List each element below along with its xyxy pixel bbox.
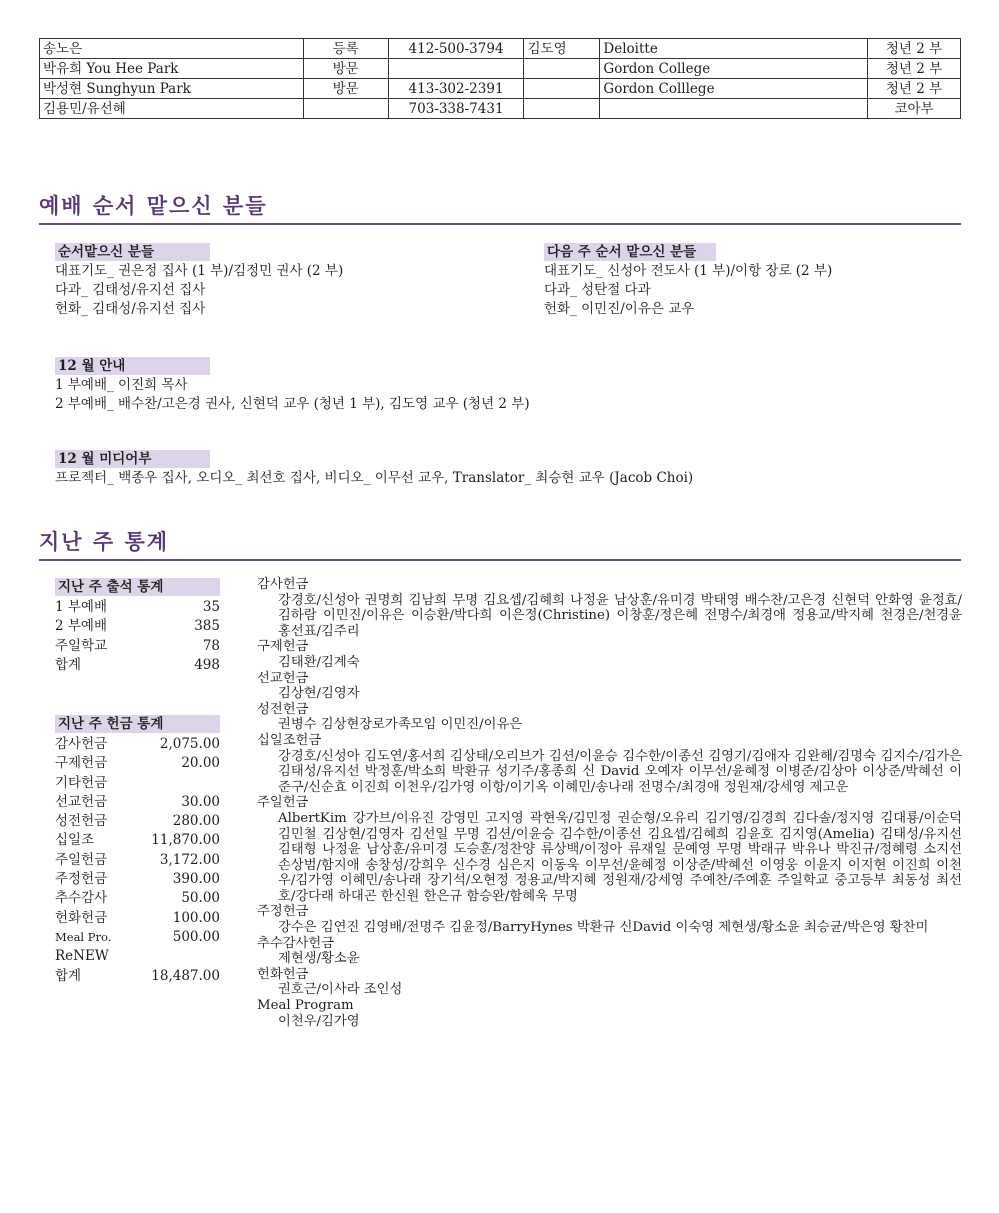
stat-row bbox=[55, 831, 220, 850]
worship-section-title: 예배 순서 맡으신 분들 bbox=[39, 193, 961, 225]
stat-row bbox=[55, 909, 220, 928]
next-week-flowers: 헌화_ 이민진/이유은 교우 bbox=[544, 301, 695, 317]
stat-value: 500.00 bbox=[172, 928, 220, 945]
stat-value: 498 bbox=[194, 656, 220, 673]
this-week-refreshments: 다과_ 김태성/유지선 집사 bbox=[55, 282, 206, 298]
visitor-phone-cell bbox=[388, 59, 524, 79]
visitor-group-cell: 청년 2 부 bbox=[868, 59, 961, 79]
offering-stats-heading: 지난 주 헌금 통계 bbox=[55, 715, 220, 733]
visitor-phone-cell: 413-302-2391 bbox=[388, 79, 524, 99]
stat-label: 주정헌금 bbox=[55, 871, 108, 888]
visitor-group-cell: 청년 2 부 bbox=[868, 39, 961, 59]
stat-row bbox=[55, 947, 220, 966]
stat-value: 20.00 bbox=[181, 755, 220, 772]
stat-row bbox=[55, 735, 220, 754]
offering-donor-names: 강수은 김연진 김영배/전명주 김윤정/BarryHynes 박환규 신David 이숙영 제현생/황소윤 최승균/박은영 황찬미 bbox=[278, 920, 929, 936]
offering-category-title: 선교헌금 bbox=[257, 670, 309, 686]
this-week-block bbox=[55, 243, 343, 319]
visitor-row bbox=[40, 39, 961, 59]
visitor-row bbox=[40, 99, 961, 119]
offering-names-list bbox=[257, 577, 962, 1029]
this-week-flowers: 헌화_ 김태성/유지선 집사 bbox=[55, 301, 206, 317]
attendance-rows bbox=[55, 598, 220, 675]
next-week-heading: 다음 주 순서 맡으신 분들 bbox=[544, 243, 716, 261]
stat-row bbox=[55, 793, 220, 812]
visitor-phone-cell: 412-500-3794 bbox=[388, 39, 524, 59]
stat-value: 11,870.00 bbox=[151, 832, 220, 849]
stat-row bbox=[55, 870, 220, 889]
offering-donor-names: 강경호/신성아 김도연/홍서희 김상태/오리브가 김션/이윤승 김수한/이종선 김영기/김애자 김완해/김명숙 김지수/김가은 김태성/유지선 박정훈/박소희 박환규 성기주/홍종희 신 David 오예자 이무선/윤혜정 이병준/김상아 이상준/박혜선 이준구/신순효 이진희 이천우/김가영 이항/이기옥 이혜민/송나래 전명수/최경애 정원재/강세영 제고운 bbox=[278, 748, 962, 795]
stat-row bbox=[55, 598, 220, 617]
visitor-type-cell: 방문 bbox=[303, 59, 388, 79]
this-week-heading: 순서맡으신 분들 bbox=[55, 243, 210, 261]
visitor-type-cell: 등록 bbox=[303, 39, 388, 59]
visitor-referrer-cell bbox=[524, 99, 600, 119]
december-media-crew: 프로젝터_ 백종우 집사, 오디오_ 최선호 집사, 비디오_ 이무선 교우, Translator_ 최승현 교우 (Jacob Choi) bbox=[55, 470, 694, 486]
next-week-block bbox=[544, 243, 832, 319]
offering-category-title: 성전헌금 bbox=[257, 701, 309, 717]
december-media-heading: 12 월 미디어부 bbox=[55, 450, 210, 468]
stat-label: 합계 bbox=[55, 967, 82, 984]
offering-rows bbox=[55, 735, 220, 986]
attendance-heading: 지난 주 출석 통계 bbox=[55, 578, 220, 596]
december-guide-service-2: 2 부예배_ 배수찬/고은경 권사, 신현덕 교우 (청년 1 부), 김도영 교우 (청년 2 부) bbox=[55, 396, 530, 412]
offering-donor-names: 김상현/김영자 bbox=[278, 686, 360, 702]
stat-label: 구제헌금 bbox=[55, 755, 108, 772]
stat-row bbox=[55, 617, 220, 636]
next-week-prayer: 대표기도_ 신성아 전도사 (1 부)/이항 장로 (2 부) bbox=[544, 263, 833, 279]
offering-donor-names: 권호근/이사라 조인성 bbox=[278, 982, 403, 998]
offering-donor-names: 김태환/김계숙 bbox=[278, 654, 360, 670]
stat-value: 2,075.00 bbox=[159, 736, 220, 752]
stat-row bbox=[55, 928, 220, 947]
stat-value: 35 bbox=[202, 599, 220, 615]
attendance-stats bbox=[55, 578, 220, 675]
december-guide-block bbox=[55, 357, 530, 414]
stat-value: 30.00 bbox=[181, 793, 220, 810]
visitor-affiliation-cell: Gordon College bbox=[600, 59, 868, 79]
offering-donor-names: 이천우/김가영 bbox=[278, 1013, 360, 1029]
december-media-block bbox=[55, 450, 693, 488]
visitor-group-cell: 청년 2 부 bbox=[868, 79, 961, 99]
visitor-referrer-cell: 김도영 bbox=[524, 39, 600, 59]
stat-label: 십일조 bbox=[55, 832, 95, 849]
visitor-type-cell bbox=[303, 99, 388, 119]
offering-category-title: 감사헌금 bbox=[257, 577, 309, 592]
visitor-row bbox=[40, 59, 961, 79]
stat-row bbox=[55, 656, 220, 675]
stat-value: 280.00 bbox=[172, 813, 220, 830]
stat-label: 2 부예배 bbox=[55, 618, 108, 635]
stat-value: 50.00 bbox=[181, 890, 220, 907]
visitor-name-cell: 박유희 You Hee Park bbox=[40, 59, 304, 79]
visitor-table bbox=[39, 38, 961, 119]
stat-value: 390.00 bbox=[172, 871, 220, 888]
offering-category-title: 추수감사헌금 bbox=[257, 935, 335, 951]
visitor-name-cell: 송노은 bbox=[40, 39, 304, 59]
next-week-refreshments: 다과_ 성탄절 다과 bbox=[544, 282, 651, 298]
stat-label: 성전헌금 bbox=[55, 813, 108, 830]
stat-label: 헌화헌금 bbox=[55, 909, 108, 926]
stat-label: 추수감사 bbox=[55, 890, 108, 907]
visitor-phone-cell: 703-338-7431 bbox=[388, 99, 524, 119]
stat-row bbox=[55, 851, 220, 870]
visitor-referrer-cell bbox=[524, 79, 600, 99]
december-guide-service-1: 1 부예배_ 이진희 목사 bbox=[55, 377, 188, 393]
offering-category-title: 십일조헌금 bbox=[257, 732, 322, 748]
visitor-affiliation-cell: Gordon Colllege bbox=[600, 79, 868, 99]
stat-row bbox=[55, 637, 220, 656]
stat-label: 선교헌금 bbox=[55, 793, 108, 810]
stat-row bbox=[55, 889, 220, 908]
visitor-affiliation-cell bbox=[600, 99, 868, 119]
stat-label: 주일학교 bbox=[55, 637, 108, 654]
stat-label: Meal Pro. bbox=[55, 929, 112, 944]
stat-row bbox=[55, 967, 220, 986]
stat-value: 100.00 bbox=[172, 909, 220, 926]
stat-value: 78 bbox=[202, 637, 220, 654]
stat-row bbox=[55, 812, 220, 831]
visitor-row bbox=[40, 79, 961, 99]
stat-label: 합계 bbox=[55, 656, 82, 673]
offering-category-title: 주일헌금 bbox=[257, 795, 309, 811]
stat-row bbox=[55, 754, 220, 773]
stats-section-title: 지난 주 통계 bbox=[39, 529, 961, 561]
stat-label: 기타헌금 bbox=[55, 774, 108, 791]
stat-label: 1 부예배 bbox=[55, 599, 108, 615]
stat-label: 주일헌금 bbox=[55, 851, 108, 868]
visitor-name-cell: 박성현 Sunghyun Park bbox=[40, 79, 304, 99]
offering-donor-names: 강경호/신성아 권명희 김남희 무명 김요셉/김혜희 나정윤 남상훈/유미경 박태영 배수찬/고은경 신현덕 안화영 윤정효/김하람 이민진/이유은 이승환/박다희 이은정(Christine) 이창훈/정은혜 전명수/최경애 정용교/박지혜 천경은/천경윤 홍선표/김주리 bbox=[278, 592, 962, 639]
stat-value: 385 bbox=[194, 618, 220, 635]
offering-category-title: 주정헌금 bbox=[257, 904, 309, 920]
visitor-group-cell: 코아부 bbox=[868, 99, 961, 119]
visitor-name-cell: 김용민/유선혜 bbox=[40, 99, 304, 119]
stat-label: ReNEW bbox=[55, 948, 109, 965]
visitor-type-cell: 방문 bbox=[303, 79, 388, 99]
stat-row bbox=[55, 774, 220, 793]
offering-category-title: 헌화헌금 bbox=[257, 966, 309, 982]
offering-category-title: Meal Program bbox=[257, 998, 354, 1014]
december-guide-heading: 12 월 안내 bbox=[55, 357, 210, 375]
this-week-prayer: 대표기도_ 권은정 집사 (1 부)/김정민 권사 (2 부) bbox=[55, 263, 344, 279]
offering-donor-names: 권병수 김상현장로가족모임 이민진/이유은 bbox=[278, 717, 523, 733]
stat-value: 3,172.00 bbox=[159, 851, 220, 868]
visitor-referrer-cell bbox=[524, 59, 600, 79]
offering-stats bbox=[55, 715, 220, 986]
offering-donor-names: AlbertKim 강가브/이유진 강영민 고지영 곽현욱/김민정 권순형/오유리 김기영/김경희 김다솔/정지영 김대룡/이순덕 김민철 김상현/김영자 김선일 무명 김션/이윤승 김수한/이종선 김요셉/김혜희 김윤호 김지영(Amelia) 김태성/유지선 김태형 나정윤 남상훈/유미경 도승훈/정찬양 류상백/이정아 류재일 문예영 무명 박래규 박유나 박진규/정혜령 소지선 손상범/함지애 송창성/강희우 신수경 심은지 이동욱 이무선/윤혜정 이상준/박혜선 이영웅 이윤지 이지현 이진희 이천우/김가영 이혜민/송나래 장기석/오현정 정용교/박지혜 정원재/강세영 주예찬/주예훈 주일학교 중고등부 최동성 최선호/강다래 하대곤 한신원 한은규 함승완/함혜욱 무명 bbox=[278, 810, 962, 904]
stat-value: 18,487.00 bbox=[151, 967, 220, 984]
stat-label: 감사헌금 bbox=[55, 736, 108, 752]
offering-donor-names: 제현생/황소윤 bbox=[278, 951, 360, 967]
visitor-table-body bbox=[40, 39, 961, 119]
offering-category-title: 구제헌금 bbox=[257, 639, 309, 655]
visitor-affiliation-cell: Deloitte bbox=[600, 39, 868, 59]
